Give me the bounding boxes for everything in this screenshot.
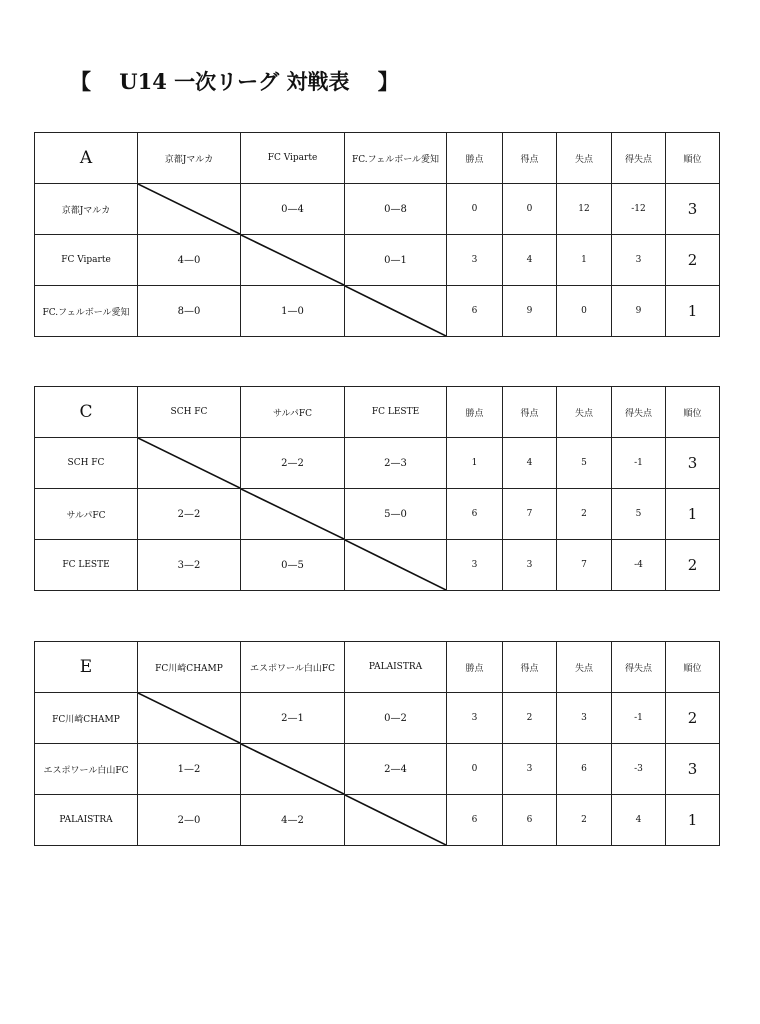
match-result: 4—2 [241,795,345,846]
points-value: 3 [447,693,503,744]
group-name: A [35,133,138,184]
league-table-group [34,641,720,846]
match-result: 2—1 [241,693,345,744]
match-result: 0—1 [345,235,447,286]
match-result: 3—2 [138,540,241,591]
league-table-group [34,386,720,591]
team-column-header: エスポワール白山FC [241,642,345,693]
match-result: 0—5 [241,540,345,591]
goal-diff-value: -3 [612,744,666,795]
goals-against-value: 2 [557,489,612,540]
points-value: 0 [447,184,503,235]
goals-for-value: 3 [503,540,557,591]
diagonal-line [138,438,240,488]
goal-diff-value: 9 [612,286,666,337]
points-value: 3 [447,235,503,286]
match-result: 2—3 [345,438,447,489]
stat-column-header: 得点 [503,642,557,693]
stat-column-header: 失点 [557,642,612,693]
goals-for-value: 6 [503,795,557,846]
team-row-header: FC川崎CHAMP [35,693,138,744]
rank-value: 3 [666,438,720,489]
rank-value: 1 [666,489,720,540]
match-result: 0—2 [345,693,447,744]
table-row [35,744,720,795]
points-value: 0 [447,744,503,795]
page-title: 【 U14 一次リーグ 対戦表 】 [70,69,399,94]
match-result: 2—0 [138,795,241,846]
table-header-row [35,642,720,693]
match-result: 0—8 [345,184,447,235]
goals-for-value: 4 [503,235,557,286]
match-result: 5—0 [345,489,447,540]
table-row [35,235,720,286]
group-name: C [35,387,138,438]
team-row-header: 京都Jマルカ [35,184,138,235]
goals-for-value: 7 [503,489,557,540]
points-value: 1 [447,438,503,489]
goals-against-value: 2 [557,795,612,846]
goals-against-value: 6 [557,744,612,795]
team-column-header: PALAISTRA [345,642,447,693]
diagonal-line [138,693,240,743]
group-name: E [35,642,138,693]
goals-for-value: 4 [503,438,557,489]
match-result: 2—2 [241,438,345,489]
diagonal-line [345,286,446,336]
table-row [35,540,720,591]
goals-for-value: 2 [503,693,557,744]
goal-diff-value: -1 [612,693,666,744]
match-result: 1—2 [138,744,241,795]
table-header-row [35,387,720,438]
team-column-header: FC.フェルボール愛知 [345,133,447,184]
team-column-header: FC川崎CHAMP [138,642,241,693]
match-result: 0—4 [241,184,345,235]
points-value: 6 [447,795,503,846]
goal-diff-value: 3 [612,235,666,286]
match-result: 8—0 [138,286,241,337]
points-value: 6 [447,489,503,540]
match-result: 2—4 [345,744,447,795]
diagonal-cell [241,235,345,286]
rank-value: 2 [666,540,720,591]
rank-value: 1 [666,795,720,846]
diagonal-line [241,744,344,794]
diagonal-cell [345,286,447,337]
stat-column-header: 順位 [666,133,720,184]
stat-column-header: 失点 [557,133,612,184]
goal-diff-value: -12 [612,184,666,235]
team-column-header: FC Viparte [241,133,345,184]
diagonal-line [345,795,446,845]
diagonal-cell [138,438,241,489]
diagonal-cell [241,744,345,795]
stat-column-header: 得失点 [612,133,666,184]
goals-against-value: 5 [557,438,612,489]
goal-diff-value: 5 [612,489,666,540]
stat-column-header: 勝点 [447,642,503,693]
table-row [35,286,720,337]
match-result: 1—0 [241,286,345,337]
diagonal-line [138,184,240,234]
stat-column-header: 順位 [666,642,720,693]
team-column-header: 京都Jマルカ [138,133,241,184]
match-result: 4—0 [138,235,241,286]
team-row-header: PALAISTRA [35,795,138,846]
rank-value: 2 [666,235,720,286]
stat-column-header: 得失点 [612,387,666,438]
goals-against-value: 7 [557,540,612,591]
rank-value: 3 [666,744,720,795]
diagonal-cell [345,795,447,846]
team-row-header: SCH FC [35,438,138,489]
stat-column-header: 得点 [503,133,557,184]
goal-diff-value: -1 [612,438,666,489]
team-row-header: エスポワール白山FC [35,744,138,795]
goals-against-value: 0 [557,286,612,337]
rank-value: 2 [666,693,720,744]
stat-column-header: 失点 [557,387,612,438]
goals-against-value: 3 [557,693,612,744]
diagonal-line [241,489,344,539]
rank-value: 3 [666,184,720,235]
goals-against-value: 1 [557,235,612,286]
team-column-header: FC LESTE [345,387,447,438]
team-column-header: サルパFC [241,387,345,438]
table-row [35,795,720,846]
stat-column-header: 勝点 [447,387,503,438]
table-row [35,693,720,744]
team-row-header: サルパFC [35,489,138,540]
team-row-header: FC Viparte [35,235,138,286]
stat-column-header: 得失点 [612,642,666,693]
table-row [35,184,720,235]
points-value: 3 [447,540,503,591]
goal-diff-value: 4 [612,795,666,846]
rank-value: 1 [666,286,720,337]
team-column-header: SCH FC [138,387,241,438]
stat-column-header: 得点 [503,387,557,438]
points-value: 6 [447,286,503,337]
diagonal-cell [138,184,241,235]
table-header-row [35,133,720,184]
table-row [35,489,720,540]
team-row-header: FC LESTE [35,540,138,591]
diagonal-cell [241,489,345,540]
match-result: 2—2 [138,489,241,540]
diagonal-cell [345,540,447,591]
table-row [35,438,720,489]
diagonal-line [241,235,344,285]
stat-column-header: 順位 [666,387,720,438]
goals-for-value: 9 [503,286,557,337]
goal-diff-value: -4 [612,540,666,591]
diagonal-cell [138,693,241,744]
league-table-group [34,132,720,337]
goals-for-value: 3 [503,744,557,795]
goals-against-value: 12 [557,184,612,235]
team-row-header: FC.フェルボール愛知 [35,286,138,337]
diagonal-line [345,540,446,590]
stat-column-header: 勝点 [447,133,503,184]
goals-for-value: 0 [503,184,557,235]
